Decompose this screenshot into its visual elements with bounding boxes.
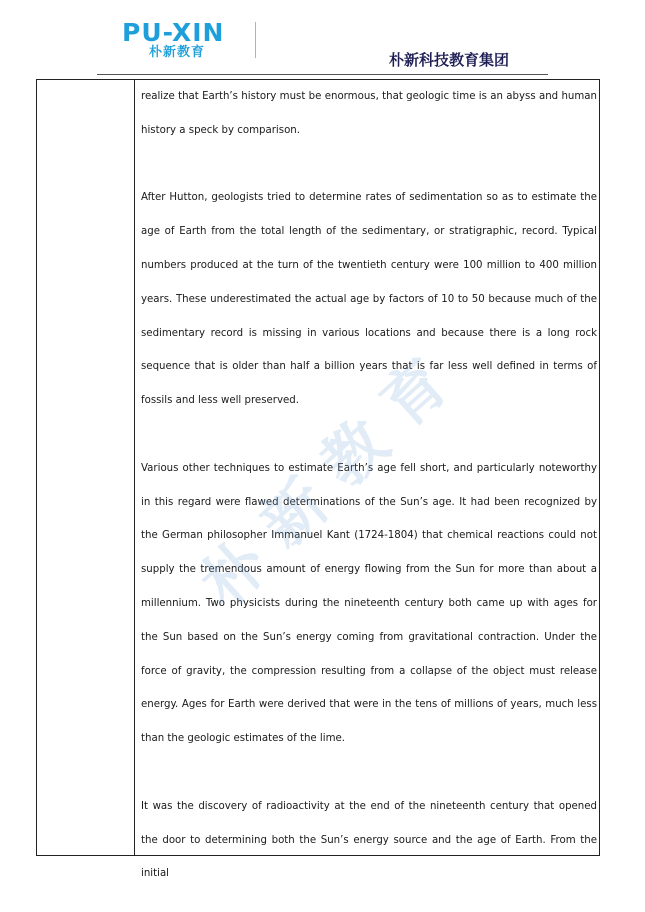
table-left-cell: [37, 80, 134, 855]
page-header: [0, 0, 645, 78]
paragraph-gap: [141, 418, 597, 452]
puxin-logo: [122, 20, 262, 62]
watermark-char: 育: [366, 345, 462, 442]
paragraph-gap: [141, 756, 597, 790]
paragraph-3: Various other techniques to estimate Earth’s age fell short, and particularly noteworthy in this regard were flawed determinations of the Sun’s age. It had been recognized by the German philosopher Immanuel Kant (1724-1804) that chemical reactions could not supply the tremendous amount of energy flowing from the Sun for more than about a millennium. Two physicists during the nineteenth century both came up with ages for the Sun based on the Sun’s energy coming from gravitational contraction. Under the force of gravity, the compression resulting from a collapse of the object must release energy. Ages for Earth were derived that were in the tens of millions of years, much less than the geologic estimates of the lime.: [141, 462, 597, 745]
logo-chinese-text: 朴新教育: [149, 45, 206, 60]
logo-latin-text: PU-XIN: [122, 18, 225, 47]
paragraph-2: After Hutton, geologists tried to determine rates of sedimentation so as to estimate the age of Earth from the total length of the sedimentary, or stratigraphic, record. Typical numbers produced at the turn of the twentieth century were 100 million to 400 million years. These underestimated the actual age by factors of 10 to 50 because much of the sedimentary record is missing in various locations and because there is a long rock sequence that is older than half a billion years that is far less well defined in terms of fossils and less well preserved.: [141, 192, 597, 407]
watermark-char: 朴: [186, 525, 282, 622]
watermark-char: 教: [306, 405, 402, 502]
column-divider: [134, 80, 135, 855]
brand-name: 朴新科技教育集团: [389, 51, 510, 69]
watermark-char: 新: [246, 465, 342, 562]
paragraph-4: It was the discovery of radioactivity at the end of the nineteenth century that opened the door to determining both the Sun’s energy source and the age of Earth. From the initial: [141, 800, 597, 880]
document-table: [36, 79, 600, 880]
passage-text-cell: [141, 80, 597, 880]
paragraph-gap: [141, 148, 597, 182]
header-rule: [97, 74, 548, 75]
logo-divider: [255, 22, 256, 58]
paragraph-1: realize that Earth’s history must be enormous, that geologic time is an abyss and human history a speck by comparison.: [141, 91, 597, 136]
